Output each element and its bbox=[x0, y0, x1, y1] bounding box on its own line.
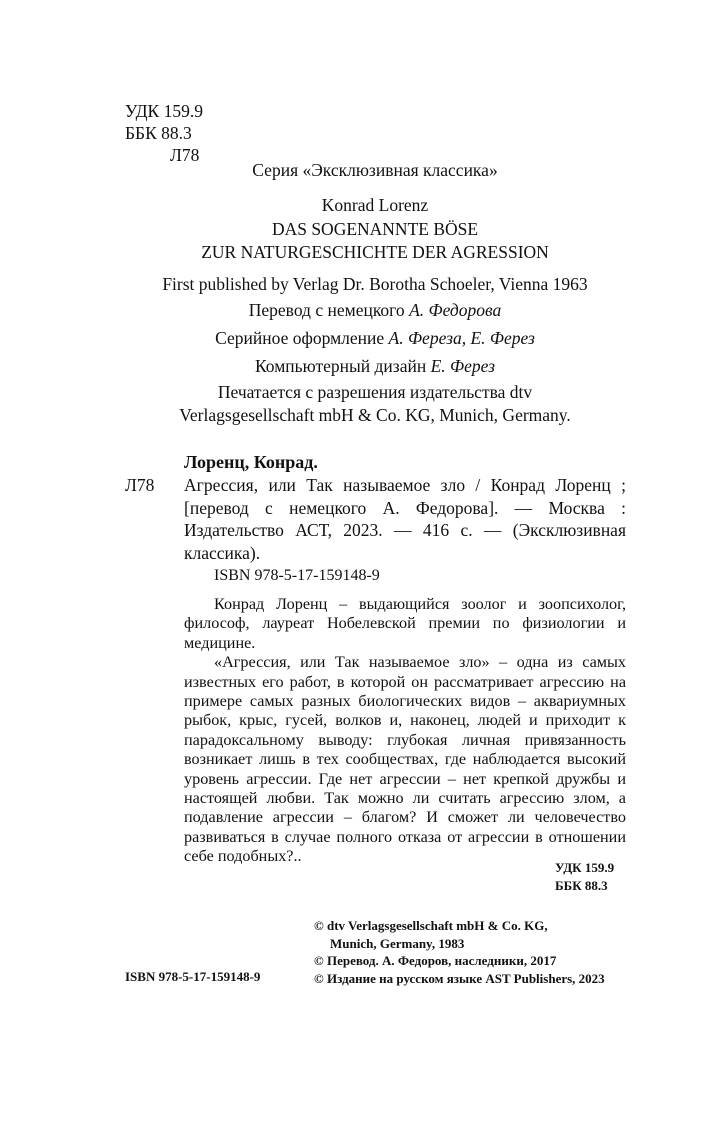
original-title-line-2: ZUR NATURGESCHICHTE DER AGRESSION bbox=[201, 242, 549, 262]
translator-name: А. Федорова bbox=[409, 300, 502, 320]
first-published: First published by Verlag Dr. Borotha Schoeler, Vienna 1963 bbox=[162, 274, 588, 294]
annotation-paragraph-2: «Агрессия, или Так называемое зло» – одна из самых известных его работ, в которой он рассматривает агрессию на примере самых разных биологических видов – аквариумных рыбок, крыс, гусей, волков и, наконец, людей и приходит к парадоксальному выводу: глубокая личная привязанность возникает лишь в тех сообществах, где наблюдается высокий уровень агрессии. Где нет агрессии – нет крепкой дружбы и настоящей любви. Так можно ли считать агрессию злом, а подавление агрессии – благом? И сможет ли человечество развиваться в случае полного отказа от агрессии в отношении себе подобных?.. bbox=[184, 653, 626, 866]
copyright-line-3: © Издание на русском языке AST Publishers, 2023 bbox=[314, 970, 605, 986]
entry-author: Лоренц, Конрад. bbox=[184, 452, 318, 472]
udk-code: УДК 159.9 bbox=[125, 101, 203, 121]
original-author: Konrad Lorenz bbox=[321, 195, 429, 215]
footer-bbk: ББК 88.3 bbox=[555, 878, 608, 893]
translation-credit bbox=[125, 300, 625, 321]
footer-codes bbox=[555, 859, 614, 895]
copyright-block bbox=[314, 917, 605, 987]
footer-udk: УДК 159.9 bbox=[555, 860, 615, 875]
series-design-label: Серийное оформление bbox=[215, 328, 385, 348]
translation-label: Перевод с немецкого bbox=[248, 300, 405, 320]
series-design-credit bbox=[125, 328, 625, 349]
copyright-line-2: © Перевод. А. Федоров, наследники, 2017 bbox=[314, 953, 557, 968]
original-title-line-1: DAS SOGENANNTE BÖSE bbox=[271, 219, 479, 239]
series-title: Серия «Эксклюзивная классика» bbox=[252, 160, 498, 180]
entry-author-mark: Л78 bbox=[125, 475, 155, 495]
computer-design-credit bbox=[125, 356, 625, 377]
copyright-line-1: © dtv Verlagsgesellschaft mbH & Co. KG, bbox=[314, 918, 548, 933]
annotation-paragraph-1: Конрад Лоренц – выдающийся зоолог и зоопсихолог, философ, лауреат Нобелевской премии по физиологии и медицине. bbox=[184, 595, 626, 652]
bibliographic-entry: Агрессия, или Так называемое зло / Конрад Лоренц ; [перевод с немецкого А. Федорова]. — Москва : Издательство АСТ, 2023. — 416 с. — (Эксклюзивная классика). bbox=[184, 475, 626, 563]
permission-line-2: Verlagsgesellschaft mbH & Co. KG, Munich, Germany. bbox=[179, 405, 571, 425]
entry-isbn: ISBN 978-5-17-159148-9 bbox=[214, 567, 380, 584]
bbk-code: ББК 88.3 bbox=[125, 123, 192, 143]
isbn-bottom: ISBN 978-5-17-159148-9 bbox=[125, 969, 261, 984]
computer-designer-name: Е. Ферез bbox=[430, 356, 495, 376]
annotation bbox=[184, 595, 626, 867]
copyright-line-1b: Munich, Germany, 1983 bbox=[330, 935, 465, 951]
computer-design-label: Компьютерный дизайн bbox=[255, 356, 427, 376]
series-designer-names: А. Фереза, Е. Ферез bbox=[388, 328, 535, 348]
classification-codes bbox=[125, 100, 203, 166]
permission-line-1: Печатается с разрешения издательства dtv bbox=[217, 382, 533, 402]
author-mark: Л78 bbox=[170, 145, 200, 165]
